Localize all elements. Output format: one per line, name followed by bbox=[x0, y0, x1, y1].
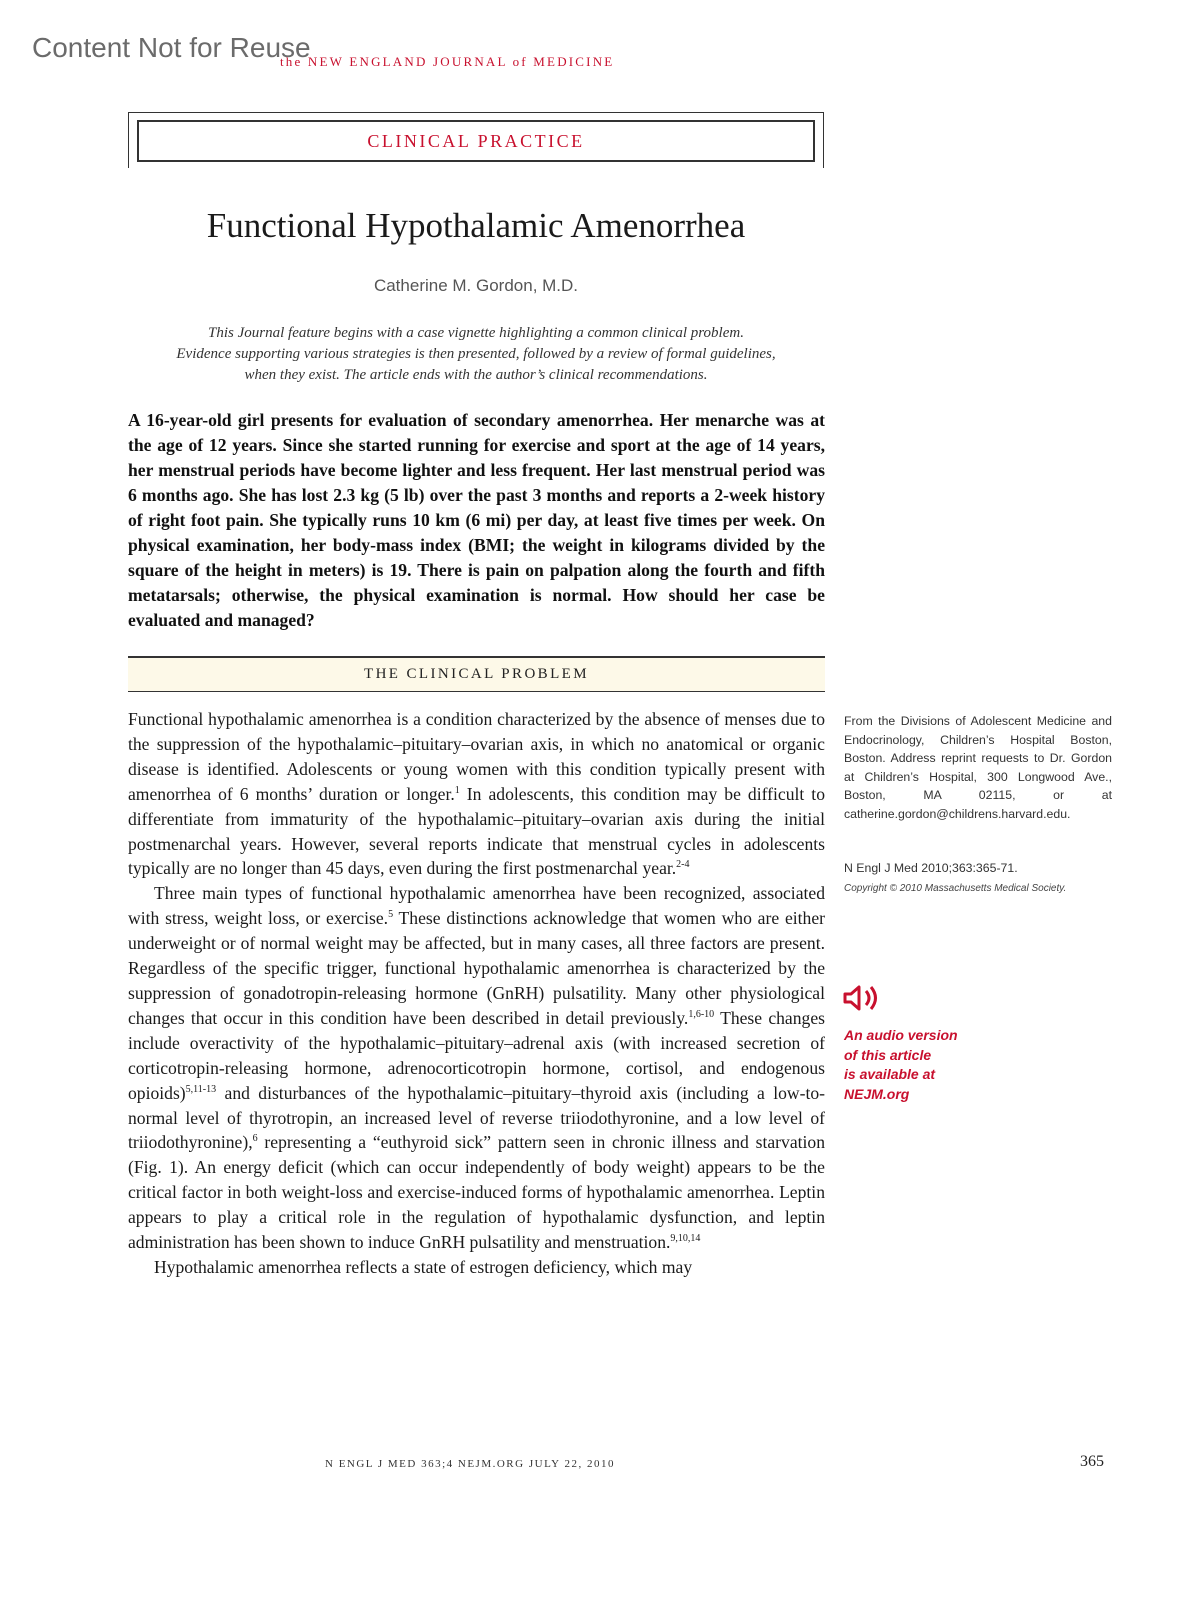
reference-marker[interactable]: 1,6-10 bbox=[688, 1009, 715, 1021]
article-title: Functional Hypothalamic Amenorrhea bbox=[206, 206, 746, 245]
reference-marker[interactable]: 2-4 bbox=[676, 859, 690, 871]
banner-label: CLINICAL PRACTICE bbox=[137, 120, 815, 162]
reference-marker[interactable]: 6 bbox=[252, 1133, 258, 1145]
page-number: 365 bbox=[1080, 1453, 1104, 1470]
audio-note-link[interactable]: NEJM.org bbox=[844, 1085, 910, 1102]
feature-intro bbox=[148, 323, 804, 386]
body-text-run: Hypothalamic amenorrhea reflects a state of estrogen deficiency, which may bbox=[154, 1256, 693, 1277]
citation: N Engl J Med 2010;363:365-71. bbox=[844, 861, 1018, 875]
speaker-icon[interactable] bbox=[842, 984, 884, 1012]
audio-note-line: An audio version bbox=[844, 1027, 958, 1043]
body-paragraph bbox=[128, 1255, 825, 1280]
body-text-run: and disturbances of the hypothalamic–pituitary–thyroid axis (including a low-to-normal level of thyrotropin, an increased level of reverse triiodothyronine, and a low level of triiodothyronine), bbox=[128, 1082, 825, 1153]
page-footer: N ENGL J MED 363;4 NEJM.ORG JULY 22, 2010 bbox=[325, 1458, 615, 1470]
body-paragraph bbox=[128, 881, 825, 1255]
journal-name: the NEW ENGLAND JOURNAL of MEDICINE bbox=[280, 54, 615, 69]
author-name: Catherine M. Gordon, M.D. bbox=[373, 276, 579, 295]
section-banner bbox=[128, 112, 824, 168]
audio-note-line: is available at bbox=[844, 1066, 936, 1082]
body-text-run: These changes include overactivity of the hypothalamic–pituitary–adrenal axis (with increased secretion of corticotropin-releasing hormone, adrenocorticotropin hormone, cortisol, and endogenous opioids) bbox=[128, 1007, 825, 1103]
section-header: THE CLINICAL PROBLEM bbox=[128, 656, 825, 692]
audio-version-note[interactable] bbox=[844, 1026, 1004, 1104]
body-text-run: Three main types of functional hypothalamic amenorrhea have been recognized, associated with stress, weight loss, or exercise. bbox=[128, 883, 825, 929]
body-text-run: Functional hypothalamic amenorrhea is a condition characterized by the absence of menses due to the suppression of the hypothalamic–pituitary–ovarian axis, in which no anatomical or organic disease is identified. Adolescents or young women with this condition typically present with amenorrhea of 6 months’ duration or longer. bbox=[128, 709, 825, 804]
body-text-run: representing a “euthyroid sick” pattern seen in chronic illness and starvation (Fig. 1). An energy deficit (which can occur independently of body weight) appears to be the critical factor in both weight-loss and exercise-induced forms of hypothalamic amenorrhea. Leptin appears to play a critical role in the regulation of hypothalamic dysfunction, and leptin administration has been shown to induce GnRH pulsatility and menstruation. bbox=[128, 1132, 825, 1253]
body-text-run: These distinctions acknowledge that women who are either underweight or of normal weight may be affected, but in many cases, all three factors are present. Regardless of the specific trigger, functional hypothalamic amenorrhea is characterized by the suppression of gonadotropin-releasing hormone (GnRH) pulsatility. Many other physiological changes that occur in this condition have been described in detail previously. bbox=[128, 908, 826, 1028]
case-vignette: A 16-year-old girl presents for evaluation of secondary amenorrhea. Her menarche was at the age of 12 years. Since she started running for exercise and sport at the age of 14 years, her menstrual periods have become lighter and less frequent. Her last menstrual period was 6 months ago. She has lost 2.3 kg (5 lb) over the past 3 months and reports a 2-week history of right foot pain. She typically runs 10 km (6 mi) per day, at least five times per week. On physical examination, her body-mass index (BMI; the weight in kilograms divided by the square of the height in meters) is 19. There is pain on palpation along the fourth and fifth metatarsals; otherwise, the physical examination is normal. How should her case be evaluated and managed? bbox=[128, 410, 825, 630]
intro-line: when they exist. The article ends with the author’s clinical recommendations. bbox=[244, 367, 708, 383]
author-affiliation: From the Divisions of Adolescent Medicine and Endocrinology, Children’s Hospital Boston, Boston. Address reprint requests to Dr. Gordon at Children’s Hospital, 300 Longwood Ave., Boston, MA 02115, or at catherine.gordon@childrens.harvard.edu. bbox=[844, 714, 1112, 821]
article-body bbox=[128, 707, 825, 1280]
reference-marker[interactable]: 9,10,14 bbox=[670, 1233, 701, 1245]
intro-line: Evidence supporting various strategies is then presented, followed by a review of formal guidelines, bbox=[176, 346, 776, 362]
body-paragraph bbox=[128, 707, 825, 881]
copyright: Copyright © 2010 Massachusetts Medical Society. bbox=[844, 883, 1067, 894]
reference-marker[interactable]: 1 bbox=[454, 784, 460, 796]
watermark: Content Not for Reuse bbox=[32, 32, 311, 63]
body-text-run: In adolescents, this condition may be difficult to differentiate from immaturity of the hypothalamic–pituitary–ovarian axis during the initial postmenarchal years. However, several reports indicate that menstrual cycles in adolescents typically are no longer than 45 days, even during the first postmenarchal year. bbox=[128, 783, 825, 879]
audio-note-line: of this article bbox=[844, 1046, 932, 1063]
reference-marker[interactable]: 5 bbox=[388, 909, 394, 921]
reference-marker[interactable]: 5,11-13 bbox=[185, 1083, 217, 1095]
intro-line: This Journal feature begins with a case vignette highlighting a common clinical problem. bbox=[208, 325, 744, 341]
